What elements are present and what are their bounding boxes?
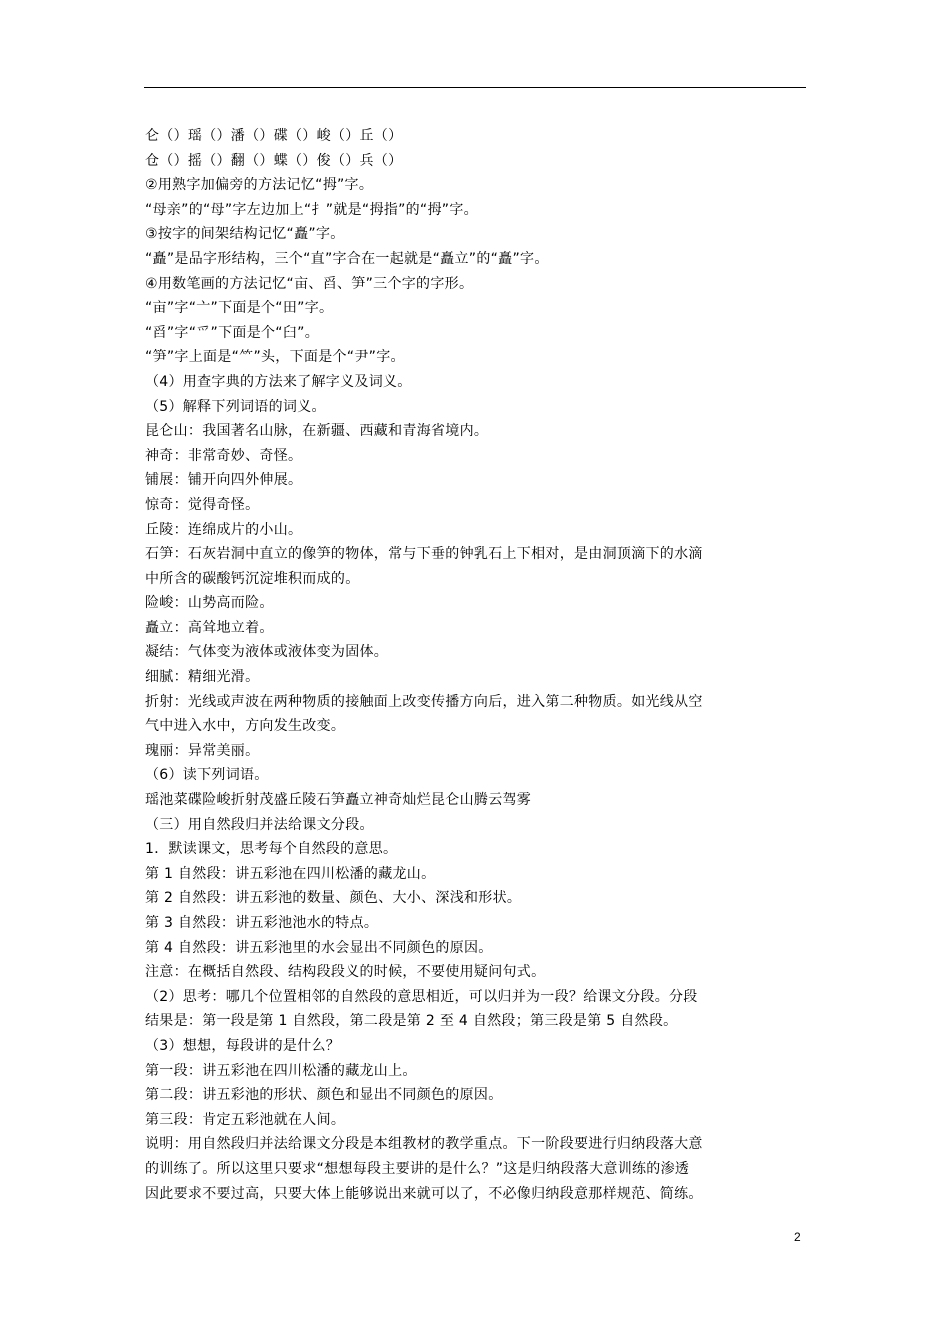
text-line: 的训练了。所以这里只要求“想想每段主要讲的是什么？”这是归纳段落大意训练的渗透: [145, 1160, 690, 1177]
text-line: 铺展：铺开向四外伸展。: [145, 472, 303, 489]
text-line: 中所含的碳酸钙沉淀堆积而成的。: [145, 570, 360, 587]
text-line: ④用数笔画的方法记忆“亩、舀、笋”三个字的字形。: [145, 275, 474, 292]
text-line: 1．默读课文，思考每个自然段的意思。: [145, 841, 398, 858]
text-line: 气中进入水中，方向发生改变。: [145, 718, 346, 735]
text-line: 折射：光线或声波在两种物质的接触面上改变传播方向后，进入第二种物质。如光线从空: [145, 693, 703, 710]
text-line: 瑶池菜碟险峻折射茂盛丘陵石笋矗立神奇灿烂昆仑山腾云驾雾: [145, 792, 532, 809]
text-line: ②用熟字加偏旁的方法记忆“拇”字。: [145, 177, 374, 194]
page-number: 2: [794, 1230, 801, 1244]
header-rule: [144, 87, 806, 88]
text-line: 因此要求不要过高，只要大体上能够说出来就可以了，不必像归纳段意那样规范、简练。: [145, 1185, 703, 1202]
text-line: 石笋：石灰岩洞中直立的像笋的物体，常与下垂的钟乳石上下相对，是由洞顶滴下的水滴: [145, 546, 703, 563]
text-line: 凝结：气体变为液体或液体变为固体。: [145, 644, 389, 661]
text-line: “笋”字上面是“⺮”头，下面是个“尹”字。: [145, 349, 405, 366]
text-line: 惊奇：觉得奇怪。: [145, 496, 260, 513]
text-line: （6）读下列词语。: [145, 767, 269, 784]
text-line: 细腻：精细光滑。: [145, 669, 260, 686]
text-line: ③按字的间架结构记忆“矗”字。: [145, 226, 345, 243]
text-line: 注意：在概括自然段、结构段段义的时候，不要使用疑问句式。: [145, 964, 546, 981]
text-line: 第 3 自然段：讲五彩池池水的特点。: [145, 915, 379, 931]
text-line: 第 2 自然段：讲五彩池的数量、颜色、大小、深浅和形状。: [145, 890, 522, 907]
text-line: 瑰丽：异常美丽。: [145, 742, 260, 759]
text-line: “亩”字“亠”下面是个“田”字。: [145, 300, 334, 317]
text-line: 结果是：第一段是第 1 自然段，第二段是第 2 至 4 自然段；第三段是第 5 自然段。: [145, 1013, 678, 1030]
text-line: （5）解释下列词语的词义。: [145, 398, 326, 415]
text-line: “矗”是品字形结构，三个“直”字合在一起就是“矗立”的“矗”字。: [145, 250, 549, 267]
text-line: 神奇：非常奇妙、奇怪。: [145, 447, 303, 464]
text-line: 险峻：山势高而险。: [145, 595, 274, 612]
text-line: （3）想想，每段讲的是什么？: [145, 1037, 341, 1054]
text-line: 第一段：讲五彩池在四川松潘的藏龙山上。: [145, 1062, 417, 1079]
document-body: [145, 124, 810, 1206]
text-line: 第二段：讲五彩池的形状、颜色和显出不同颜色的原因。: [145, 1087, 503, 1104]
text-line: 第 4 自然段：讲五彩池里的水会显出不同颜色的原因。: [145, 939, 493, 956]
text-line: 矗立：高耸地立着。: [145, 619, 274, 636]
text-line: （三）用自然段归并法给课文分段。: [145, 816, 374, 833]
text-line: 第三段：肯定五彩池就在人间。: [145, 1111, 346, 1128]
text-line: “舀”字“爫”下面是个“臼”。: [145, 324, 320, 341]
text-line: （2）思考：哪几个位置相邻的自然段的意思相近，可以归并为一段？给课文分段。分段: [145, 988, 698, 1005]
text-line: 第 1 自然段：讲五彩池在四川松潘的藏龙山。: [145, 865, 436, 882]
text-line: “母亲”的“母”字左边加上“扌”就是“拇指”的“拇”字。: [145, 201, 478, 218]
text-line: 仓（）摇（）翻（）蝶（）俊（）兵（）: [145, 152, 403, 169]
text-line: 仑（）瑶（）潘（）碟（）峻（）丘（）: [145, 128, 403, 144]
text-line: （4）用查字典的方法来了解字义及词义。: [145, 373, 412, 390]
text-line: 昆仑山：我国著名山脉，在新疆、西藏和青海省境内。: [145, 423, 489, 440]
text-line: 丘陵：连绵成片的小山。: [145, 521, 303, 538]
text-line: 说明：用自然段归并法给课文分段是本组教材的教学重点。下一阶段要进行归纳段落大意: [145, 1136, 703, 1153]
